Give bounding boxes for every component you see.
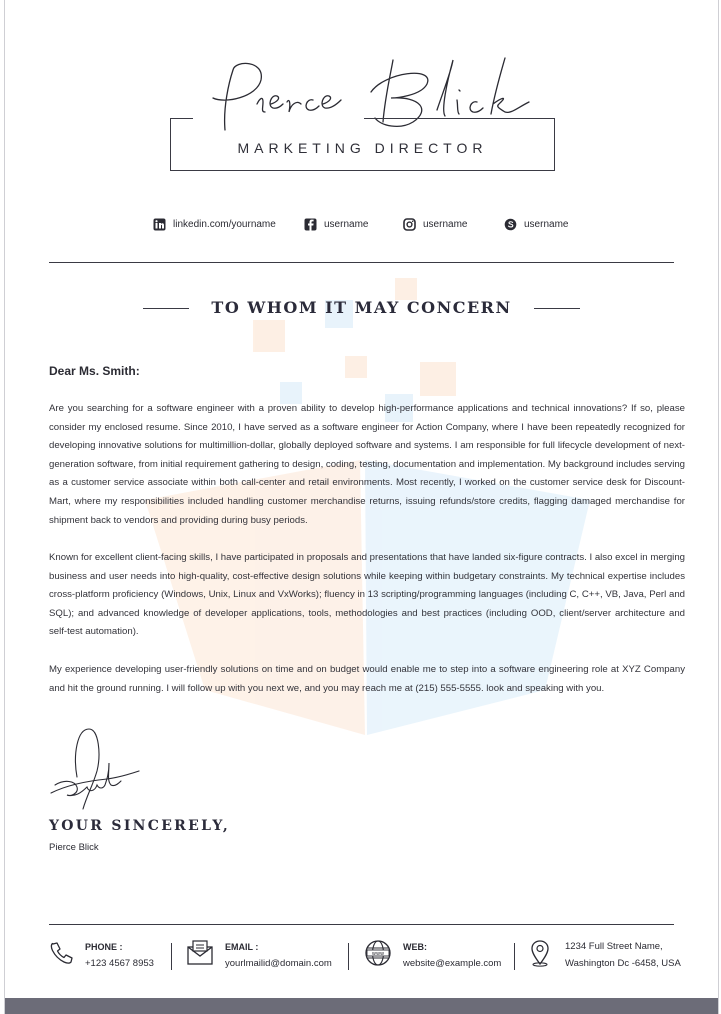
footer-bar [5,998,718,1014]
signature-image [47,725,142,815]
closing-name: Pierce Blick [49,842,99,853]
contact-separator [348,943,349,970]
social-text: username [324,219,369,230]
web-value: website@example.com [403,958,502,969]
heading-right-line [534,308,580,309]
phone-label: PHONE : [85,942,123,952]
contact-separator [514,943,515,970]
title-frame [170,118,555,171]
globe-icon [363,938,393,968]
instagram-icon [403,218,416,231]
frame-bottom-line [171,170,554,171]
frame-top-right-line [364,118,554,119]
facebook-icon [304,218,317,231]
social-facebook[interactable] [304,218,368,231]
letter-page [4,0,719,1014]
paragraph-3: My experience developing user-friendly solutions on time and on budget would enable me to step into a software engineering role at XYZ Company and hit the ground running. I will follow up with you next we, and you may reach me at (215) 555-5555. look and speaking with you. [49,664,685,694]
letter-heading: TO WHOM IT MAY CONCERN [211,298,512,317]
footer-divider [49,924,674,925]
contact-address[interactable] [525,938,681,969]
contact-web[interactable] [363,938,501,969]
address-line-1: 1234 Full Street Name, [565,941,663,952]
contact-separator [171,943,172,970]
svg-text:www: www [371,951,385,957]
social-instagram[interactable] [403,218,467,231]
social-text: username [423,219,468,230]
salutation: Dear Ms. Smith: [49,364,140,378]
phone-icon [45,938,75,968]
closing: YOUR SINCERELY, [49,818,230,834]
job-title: MARKETING DIRECTOR [237,140,488,156]
social-text: username [524,219,569,230]
frame-top-left-line [171,118,193,119]
location-pin-icon [525,938,555,968]
web-label: WEB: [403,942,427,952]
contact-phone[interactable] [45,938,154,969]
skype-icon [504,218,517,231]
social-skype[interactable] [504,218,568,231]
contact-email[interactable] [185,938,332,969]
envelope-icon [185,938,215,968]
header-divider [49,262,674,263]
social-text: linkedin.com/yourname [173,219,276,230]
linkedin-icon [153,218,166,231]
email-label: EMAIL : [225,942,259,952]
address-line-2: Washington Dc -6458, USA [565,958,681,969]
phone-value: +123 4567 8953 [85,958,154,969]
social-linkedin[interactable] [153,218,276,231]
paragraph-1: Are you searching for a software engineer with a proven ability to develop high-performance applications and technical innovations? If so, please consider my enclosed resume. Since 2010, I have served as a software engineer for Action Company, where I have been repeatedly recognized for developing innovative solutions for multimillion-dollar, globally deployed software and systems. I am responsible for full lifecycle development of next-generation software, from initial requirement gathering to design, coding, testing, documentation and implementation. My background includes serving as a customer service associate within both call-center and retail environments. Most recently, I worked on the customer service desk for Discount-Mart, where my responsibilities included handling customer merchandise returns, issuing refunds/store credits, flagging damaged merchandise for shipment back to vendors and providing during busy periods. [49,403,685,526]
email-value: yourlmailid@domain.com [225,958,332,969]
paragraph-2: Known for excellent client-facing skills, I have participated in proposals and presentations that have landed six-figure contracts. I also excel in merging business and user needs into high-quality, cost-effective design solutions while keeping within budgetary constraints. My technical expertise includes cross-platform proficiency (Windows, Unix, Linux and VxWorks); fluency in 13 scripting/programming languages (including C, C++, VB, Java, Perl and SQL); and advanced knowledge of developer applications, tools, methodologies and best practices (including OOD, client/server architecture and self-test automation). [49,552,685,638]
